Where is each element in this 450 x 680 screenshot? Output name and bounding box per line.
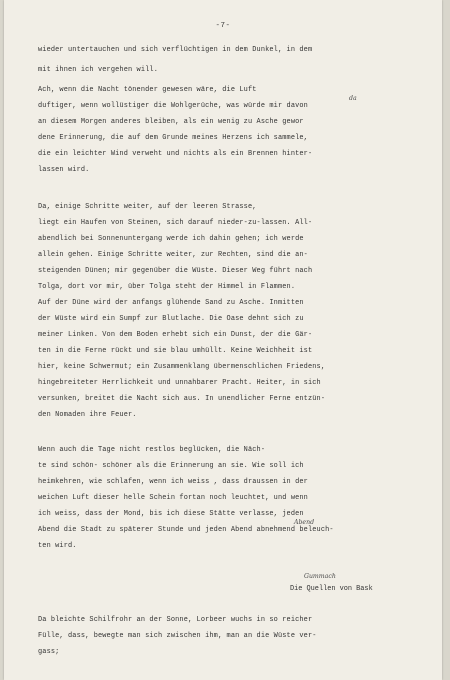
text-line: ich weiss, dass der Mond, bis ich diese Stätte verlasse, jeden — [38, 510, 304, 518]
text-line: Ach, wenn die Nacht tönender gewesen wäre, die Luft — [38, 86, 257, 94]
text-line: wieder untertauchen und sich verflüchtigen in dem Dunkel, in dem — [38, 46, 313, 54]
text-line: mit ihnen ich vergehen will. — [38, 66, 158, 74]
handwritten-correction-da: da — [349, 95, 357, 102]
typewritten-page — [4, 0, 442, 680]
text-line: lassen wird. — [38, 166, 90, 174]
text-line: an diesem Morgen anderes bleiben, als ein wenig zu Asche gewor — [38, 118, 304, 126]
text-line: steigenden Dünen; mir gegenüber die Wüste. Dieser Weg führt nach — [38, 267, 313, 275]
text-line: der Wüste wird ein Sumpf zur Blutlache. Die Oase dehnt sich zu — [38, 315, 304, 323]
text-line: heimkehren, wie schlafen, wenn ich weiss , dass draussen in der — [38, 478, 308, 486]
text-line: ten in die Ferne rückt und sie blau umhüllt. Keine Weichheit ist — [38, 347, 313, 355]
text-line: allein gehen. Einige Schritte weiter, zur Rechten, sind die an- — [38, 251, 308, 259]
text-line: versunken, breitet die Nacht sich aus. In unendlicher Ferne entzün- — [38, 395, 326, 403]
text-line: meiner Linken. Von dem Boden erhebt sich ein Dunst, der die Gär- — [38, 331, 313, 339]
text-line: Da bleichte Schilfrohr an der Sonne, Lorbeer wuchs in so reicher — [38, 616, 313, 624]
text-line: den Nomaden ihre Feuer. — [38, 411, 137, 419]
text-line: liegt ein Haufen von Steinen, sich darauf nieder-zu-lassen. All- — [38, 219, 313, 227]
page-number: -7- — [215, 22, 231, 30]
text-line: abendlich bei Sonnenuntergang werde ich dahin gehen; ich werde — [38, 235, 304, 243]
text-line: gass; — [38, 648, 60, 656]
text-line: duftiger, wenn wollüstiger die Wohlgerüche, was würde mir davon — [38, 102, 308, 110]
text-line: te sind schön- schöner als die Erinnerung an sie. Wie soll ich — [38, 462, 304, 470]
text-line: weichen Luft dieser helle Schein fortan noch leuchtet, und wenn — [38, 494, 308, 502]
text-line: Wenn auch die Tage nicht restlos beglücken, die Näch- — [38, 446, 266, 454]
text-line: hingebreiteter Herrlichkeit und unnahbarer Pracht. Heiter, in sich — [38, 379, 321, 387]
source-reference: Die Quellen von Bask — [290, 585, 373, 593]
text-line: Tolga, dort vor mir, über Tolga steht der Himmel in Flammen. — [38, 283, 296, 291]
text-line: hier, keine Schwermut; ein Zusammenklang übermenschlichen Friedens, — [38, 363, 326, 371]
text-line: Abend die Stadt zu späterer Stunde und jeden Abend abnehmend beleuch- — [38, 526, 334, 534]
text-line: Auf der Düne wird der anfangs glühende Sand zu Asche. Inmitten — [38, 299, 304, 307]
handwritten-correction-abend: Abend — [294, 519, 315, 526]
text-line: dene Erinnerung, die auf dem Grunde meines Herzens ich sammele, — [38, 134, 308, 142]
text-line: Da, einige Schritte weiter, auf der leeren Strasse, — [38, 203, 257, 211]
text-line: ten wird. — [38, 542, 77, 550]
text-line: die ein leichter Wind verweht und nichts als ein Brennen hinter- — [38, 150, 313, 158]
handwritten-note-gummach: Gummach — [304, 573, 336, 580]
text-line: Fülle, dass, bewegte man sich zwischen ihm, man an die Wüste ver- — [38, 632, 317, 640]
